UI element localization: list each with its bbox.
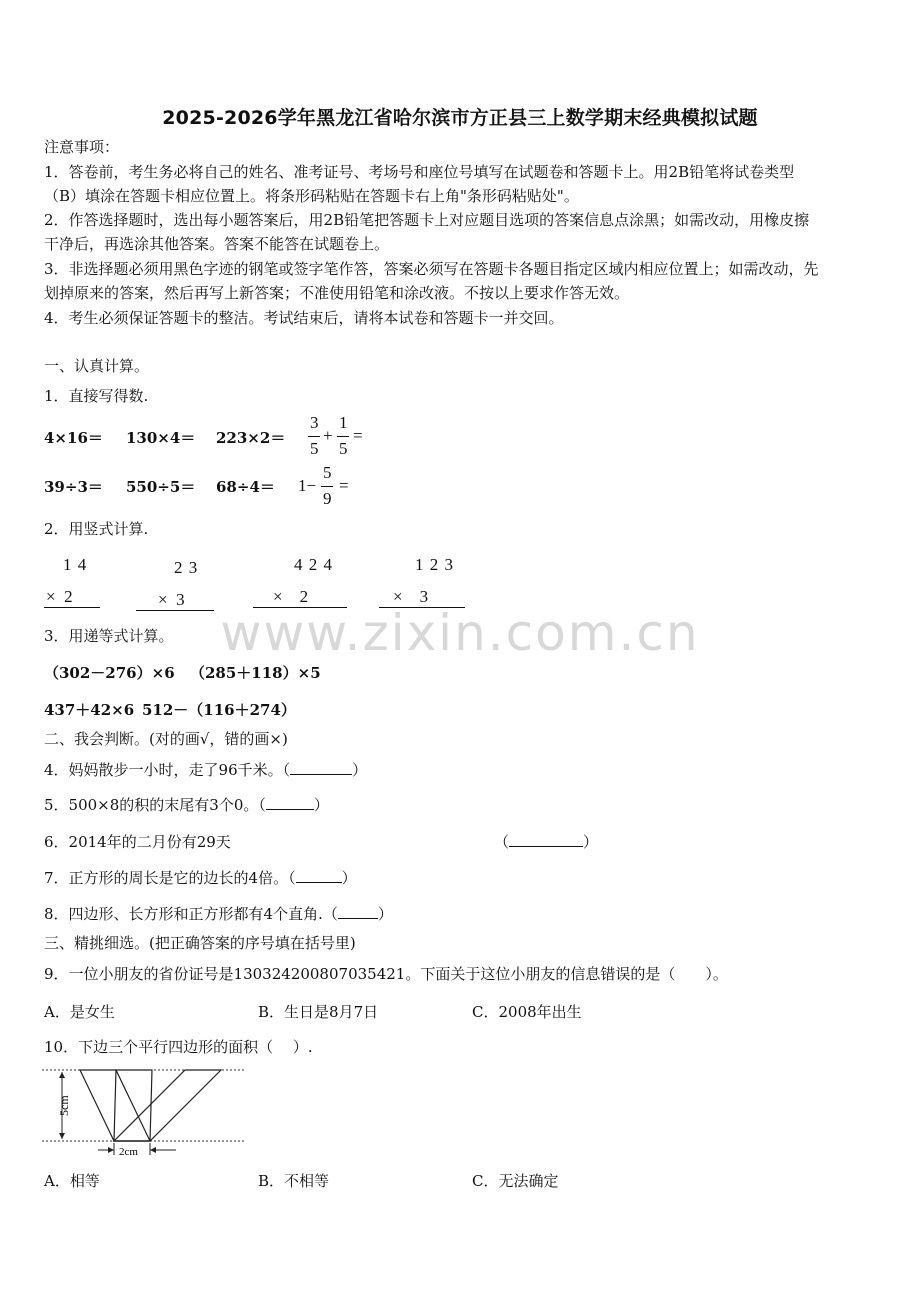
vertical-top: 1 2 3 bbox=[415, 555, 454, 574]
question-9: 9．一位小朋友的省份证号是130324200807035421。下面关于这位小朋友的信息错误的是（ ）。 bbox=[44, 965, 728, 983]
vertical-line bbox=[379, 607, 465, 608]
paren-close: ） bbox=[583, 833, 599, 851]
stepwise-item: 512－（116＋274） bbox=[142, 701, 296, 719]
calc-item: 130×4＝ bbox=[126, 429, 196, 447]
parallelograms-figure bbox=[42, 1064, 244, 1160]
question-7 bbox=[44, 868, 357, 888]
vertical-bottom: × 3 bbox=[158, 590, 185, 609]
vertical-top: 2 3 bbox=[174, 558, 199, 577]
question-5 bbox=[44, 795, 329, 815]
fraction-denominator: 5 bbox=[339, 439, 348, 458]
question-6-answer bbox=[494, 832, 598, 852]
answer-blank[interactable] bbox=[509, 832, 583, 847]
fraction-lead: 1− bbox=[298, 476, 317, 495]
question-text: 7．正方形的周长是它的边长的4倍。 bbox=[44, 869, 289, 887]
stepwise-item: （285＋118）×5 bbox=[190, 664, 321, 682]
notice-line-1: 1．答卷前，考生务必将自己的姓名、准考证号、考场号和座位号填写在试题卷和答题卡上。用2B铅笔将试卷类型 bbox=[44, 163, 795, 181]
calc-item: 39÷3＝ bbox=[44, 478, 103, 496]
equals-sign: = bbox=[353, 426, 363, 445]
question-text: 6．2014年的二月份有29天 bbox=[44, 833, 231, 851]
paren-open: （ bbox=[258, 796, 266, 814]
stepwise-item: 437＋42×6 bbox=[44, 701, 135, 719]
option-b[interactable]: B．生日是8月7日 bbox=[258, 1003, 379, 1021]
paren-close: ） bbox=[313, 796, 329, 814]
height-label: 5cm bbox=[57, 1095, 71, 1116]
calc-item: 68÷4＝ bbox=[216, 478, 275, 496]
question-8 bbox=[44, 904, 393, 924]
section1-heading: 一、认真计算。 bbox=[44, 357, 150, 375]
calc-item: 223×2＝ bbox=[216, 429, 286, 447]
calc-item: 550÷5＝ bbox=[126, 478, 196, 496]
vertical-top: 1 4 bbox=[63, 555, 88, 574]
question-6 bbox=[44, 832, 231, 852]
notice-line-5: 3．非选择题必须用黑色字迹的钢笔或签字笔作答，答案必须写在答题卡各题目指定区域内相应位置上；如需改动，先 bbox=[44, 260, 819, 278]
option-c[interactable]: C．2008年出生 bbox=[472, 1003, 582, 1021]
section2-heading: 二、我会判断。(对的画√，错的画×) bbox=[44, 730, 288, 748]
page-title: 2025-2026学年黑龙江省哈尔滨市方正县三上数学期末经典模拟试题 bbox=[162, 107, 758, 129]
plus-sign: + bbox=[323, 426, 333, 445]
paren-open: （ bbox=[494, 833, 510, 851]
answer-blank[interactable] bbox=[338, 904, 378, 919]
notice-line-2: （B）填涂在答题卡相应位置上。将条形码粘贴在答题卡右上角"条形码粘贴处"。 bbox=[44, 187, 579, 205]
paren-open: （ bbox=[282, 761, 291, 779]
paren-close: ） bbox=[341, 869, 357, 887]
equals-sign: = bbox=[339, 476, 349, 495]
vertical-bottom: × 2 bbox=[46, 587, 73, 606]
answer-blank[interactable] bbox=[266, 795, 314, 810]
option-b[interactable]: B．不相等 bbox=[258, 1172, 330, 1190]
stepwise-item: （302－276）×6 bbox=[44, 664, 175, 682]
paren-close: ） bbox=[352, 761, 368, 779]
section3-heading: 三、精挑细选。(把正确答案的序号填在括号里) bbox=[44, 934, 356, 952]
q2-label: 2．用竖式计算. bbox=[44, 520, 149, 538]
fraction-bar bbox=[337, 436, 349, 437]
notice-line-7: 4．考生必须保证答题卡的整洁。考试结束后，请将本试卷和答题卡一并交回。 bbox=[44, 309, 564, 327]
vertical-line bbox=[136, 610, 214, 611]
vertical-top: 4 2 4 bbox=[294, 555, 333, 574]
notice-heading: 注意事项： bbox=[44, 138, 120, 156]
q3-label: 3．用递等式计算。 bbox=[44, 627, 174, 645]
vertical-line bbox=[253, 607, 347, 608]
question-4 bbox=[44, 760, 367, 780]
answer-blank[interactable] bbox=[296, 868, 342, 883]
paren-open: （ bbox=[288, 869, 296, 887]
question-10: 10．下边三个平行四边形的面积（ ）. bbox=[44, 1038, 313, 1056]
fraction-numerator: 3 bbox=[310, 413, 319, 432]
fraction-denominator: 9 bbox=[323, 489, 332, 508]
fraction-bar bbox=[321, 486, 333, 487]
notice-line-6: 划掉原来的答案，然后再写上新答案；不准使用铅笔和涂改液。不按以上要求作答无效。 bbox=[44, 284, 630, 302]
paren-close: ） bbox=[377, 905, 393, 923]
fraction-numerator: 5 bbox=[323, 463, 332, 482]
calc-item: 4×16＝ bbox=[44, 429, 103, 447]
option-c[interactable]: C．无法确定 bbox=[472, 1172, 559, 1190]
answer-blank[interactable] bbox=[290, 760, 352, 775]
notice-line-3: 2．作答选择题时，选出每小题答案后，用2B铅笔把答题卡上对应题目选项的答案信息点涂黑；如需改动，用橡皮擦 bbox=[44, 211, 810, 229]
notice-line-4: 干净后，再选涂其他答案。答案不能答在试题卷上。 bbox=[44, 235, 390, 253]
paren-open: （ bbox=[322, 905, 338, 923]
question-text: 5．500×8的积的末尾有3个0。 bbox=[44, 796, 259, 814]
option-a[interactable]: A．是女生 bbox=[44, 1003, 115, 1021]
question-text: 8．四边形、长方形和正方形都有4个直角. bbox=[44, 905, 323, 923]
vertical-bottom: × 2 bbox=[273, 587, 309, 606]
option-a[interactable]: A．相等 bbox=[44, 1172, 100, 1190]
watermark: www.zixin.com.cn bbox=[220, 604, 700, 662]
fraction-numerator: 1 bbox=[339, 413, 348, 432]
q1-label: 1．直接写得数. bbox=[44, 387, 149, 405]
vertical-bottom: × 3 bbox=[393, 587, 429, 606]
fraction-bar bbox=[308, 436, 320, 437]
base-label: 2cm bbox=[119, 1146, 138, 1158]
vertical-line bbox=[44, 607, 100, 608]
question-text: 4．妈妈散步一小时，走了96千米。 bbox=[44, 761, 283, 779]
fraction-denominator: 5 bbox=[310, 439, 319, 458]
